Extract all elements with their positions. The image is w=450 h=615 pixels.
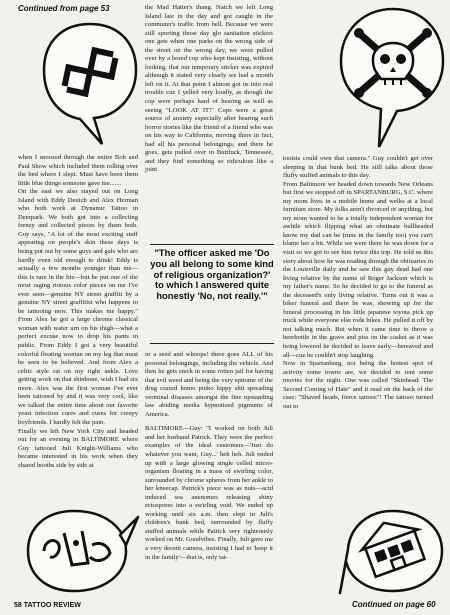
face-bubble-illustration [22, 505, 140, 599]
page-number-footer: 58 TATTOO REVIEW [14, 602, 81, 609]
pullquote-bottom-rule [150, 343, 274, 344]
paragraph: On the east we also stayed out on Long Island with Eddy Deutch and Alex Herman who both work at Dynamic Tattoo in Deerpark. We both got into a collecting frenzy and collected pieces by them both. Guy says, "A lot of the most exciting stuff appearing on people's skin these days is being put out by some guys and gals who are hardly even old enough to drink! Eddy is actually a few months younger than me—this is rare in the biz—but he put one of the most raging riotous color pieces on me I've ever seen—genuine NY street graffiti by a genuine NY street graffitist who happens to be tattooing now. This makes me happy." From Alex he got a large chrome classical woman with water urn on his thigh—what a perfect excuse now to drop his pants in public. From Eddy I got a very beautiful colorful floating woman on my leg that must be seen to be believed. And from Alex a celtic style rat on my right ankle. Love getting work on that shinbone, wish I had six more. Alex was the first woman I've ever been tattooed by and it was very cool, like we talked the entire time about our favorite yeast infection cures and cures for creepy boyfriends. I hardly felt the pain. [18, 188, 138, 426]
building-bubble-illustration [338, 505, 448, 600]
paragraph: Now in Spartanburg, not being the hottest spot of activity some towns are, we decided to rent some movies for the night. One was called "Skinhead: The Second Coming of Hate" and it read on the back of the case: "Shaved heads, fierce tattoos"! The tattoos turned out to [283, 360, 433, 410]
paragraph: Finally we left New York City and headed out for an evening in BALTIMORE where Guy tattooed Juli Knight-Williams who became interested in his work when they shared booths side by side at [18, 427, 138, 469]
paragraph: From Baltimore we headed down towards New Orleans but first we stopped off in SPARTANBURG, S.C. where my mom lives in a mobile home and welks at a local furniture store. My folks aren't divorced or anything, but my mom wanted to be a totally independent woman for awhile which flipping what an obstinate bullheaded know my dad can be (runs in the family too) you can't blame her a bit. While we were there he was down for a visit so we got to see him twice this trip. He told us this story about how he was reading through the obituaries in the Louisville daily and he saw this guy dead had one living relative by the name of Roger Jackson which is my father's name. So he decided to go to the funeral as the deceased's only living relative. Turns out it was a biker funeral and there he was, showing up for the funeral processing in his little japanese toyota pick up truck while everyone else rode bikes. He pulled it off by not talking much. But when it came time to throw a beerbottle in the grave and piss on the casket as it was being lowered he decided to leave early—bereaved and all—cuz he couldn't stop laughing. [283, 180, 433, 359]
skull-bubble-illustration [335, 5, 447, 155]
pullquote: "The officer asked me 'Do you all belong to some kind of religious organization?' to which I answered quite honestly 'No, not really.'" [150, 247, 274, 302]
paragraph: BALTIMORE—Guy: "I worked on both Juli and her husband Patrick. They were the perfect examples of the ideal customers—'Just do whatever you want, Guy...' heh heh. Juli ended up with a large glowing single celled micro-organism floating in a mass of swirling color, surrounded by chrome spheres from her ankle to her kneecap. Patrick's piece was as nuts—acid induced sea anenomes releasing shiny ectospores into a swirling void. We ended up working until six a.m. then slept in Juli's children's bunk bed, surrounded by fluffy stuffed animals while Patrick very righteously worked on Mr. Goodvibes. Finally, Juli gave me a very decent camera, insisting I had to 'keep it in the family'—that is, only tat- [145, 425, 273, 561]
pullquote-top-rule [150, 244, 274, 245]
swastika-bubble-illustration [40, 20, 140, 150]
paragraph: or a seed and whoops! there goes ALL of his personal belongings, including the vehicle. And then he gets stuck in some rotten jail for having that evil weed and being the very epitome of the drug crazed homo pinko hippy shit spreading verminal diseases amongst the fine upstanding law abiding media hypnotized pigmums of America. [145, 351, 273, 418]
paragraph: the Mad Hatter's thang. Natch we left Long Island late in the day and got caught in the commuter's traffic from hell. Because we were still sporting those day glo sanitation stickers one gets when one parks on the wrong side of the street on the wrong day, we were pulled over by a bored cop who kept insisting, without looking, that our temporary sticker was expired although it stated very clearly we had a month left on it. At that point I almost got us into real trouble cuz I yelled very loudly, as though the cop were perhaps hard of hearing as well as seeing "LOOK AT IT!" Cops were a great source of anxiety especially after hearing such horror stories like the friend of a friend who was on his way to California, moving there in fact, had all his personal belongings, and there he goes, gets pulled over in Buttfuck, Tennessee, and they find something so ridiculous like a joint [145, 4, 273, 174]
article-column-3 [283, 155, 433, 411]
article-column-2-continued [145, 351, 273, 562]
continued-on-footer: Continued on page 60 [352, 600, 436, 609]
continued-from-header: Continued from page 53 [18, 4, 110, 13]
paragraph: when I snoozed through the entire Bob and Paul Show which included them rolling over the bed where I slept. Must have been them little blue things someone gave me....... [18, 154, 138, 187]
article-column-1 [18, 154, 138, 470]
paragraph: tooists could own that camera." Guy couldn't get over sleeping in that bunk bed. He still talks about those fluffy stuffed animals to this day. [283, 155, 433, 180]
article-column-2 [145, 4, 273, 175]
